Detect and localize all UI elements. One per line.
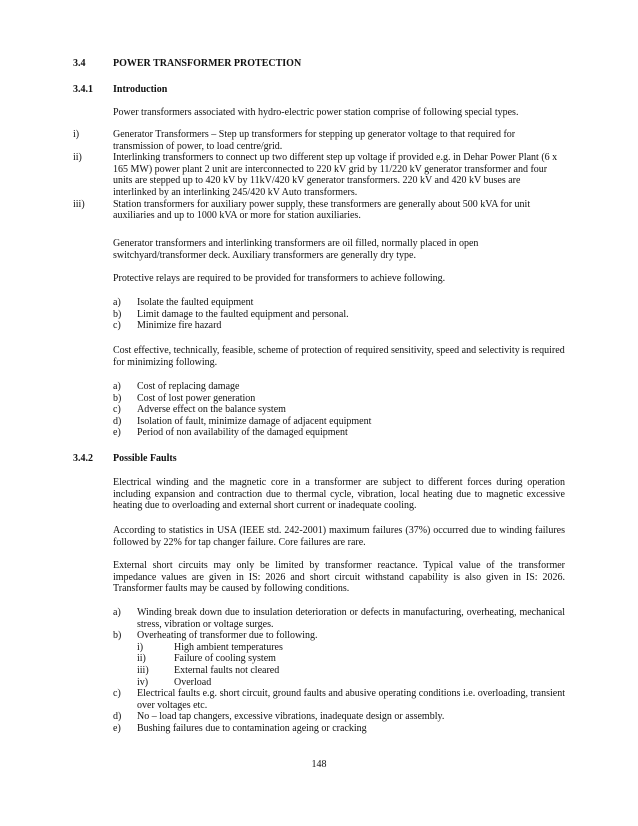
sub-list-text: External faults not cleared (174, 664, 280, 676)
list-item-text: No – load tap changers, excessive vibrations, inadequate design or assembly. (137, 711, 445, 723)
list-item-text: Cost of replacing damage (137, 381, 240, 392)
section-title: POWER TRANSFORMER PROTECTION (113, 58, 302, 69)
short-circuit-paragraph: External short circuits may only be limited by transformer reactance. Typical value of the transformer impedance values are given in IS: 2026 and short circuit withstand capability is also given in IS: 2026. Transformer faults may be caused by following conditions. (113, 560, 565, 595)
sub-list-marker: iv) (137, 676, 149, 688)
cost-items-list (113, 381, 565, 439)
page-number: 148 (311, 759, 327, 770)
list-item-text: Isolate the faulted equipment (137, 297, 254, 308)
subsection-number: 3.4.1 (73, 84, 93, 95)
list-item-text: Winding break down due to insulation deterioration or defects in manufacturing, overheating, mechanical stress, vibration or voltage surges. (137, 607, 565, 630)
list-marker: b) (113, 308, 122, 320)
list-marker: d) (113, 711, 122, 723)
list-item (113, 309, 565, 321)
relay-goals-list (113, 297, 565, 332)
list-item-text: Interlinking transformers to connect up two different step up voltage if provided e.g. in Dehar Power Plant (6 x 165 MW) power plant 2 unit are interconnected to 220 kV grid by 11/220 kV generator transformer and four units are stepped up to 420 kV by 11kV/420 kV generator transformers. 220 kV and 420 kV buses are interlinked by an interlinking 245/420 kV Auto transformers. (113, 152, 558, 198)
list-item-text: Period of non availability of the damaged equipment (137, 427, 348, 439)
list-item (113, 630, 565, 688)
list-marker: c) (113, 404, 121, 416)
sub-list-item (137, 642, 565, 654)
list-item (113, 297, 565, 309)
list-item (113, 607, 565, 630)
sub-list-text: High ambient temperatures (174, 641, 283, 653)
list-marker: a) (113, 607, 121, 618)
list-item-text: Bushing failures due to contamination ageing or cracking (137, 722, 367, 734)
list-item (73, 199, 565, 222)
list-item-text: Overheating of transformer due to following. (137, 630, 318, 642)
list-item (113, 393, 565, 405)
list-marker: a) (113, 297, 121, 308)
cost-effective-paragraph: Cost effective, technically, feasible, scheme of protection of required sensitivity, speed and selectivity is required for minimizing following. (113, 345, 565, 368)
list-item (113, 711, 565, 723)
sub-list-item (137, 653, 565, 665)
list-item (73, 129, 565, 152)
list-item-text: Minimize fire hazard (137, 320, 222, 332)
list-item-text: Station transformers for auxiliary power supply, these transformers are generally about 500 kVA for unit auxiliaries and up to 1000 kVA or more for station auxiliaries. (113, 198, 531, 222)
sub-list-text: Overload (174, 676, 212, 688)
sub-list-text: Failure of cooling system (174, 653, 276, 665)
oil-filled-paragraph: Generator transformers and interlinking transformers are oil filled, normally placed in open switchyard/transformer deck. Auxiliary transformers are generally dry type. (113, 238, 479, 261)
list-item (113, 427, 565, 439)
transformer-types-list (73, 129, 565, 222)
list-item-text: Generator Transformers – Step up transformers for stepping up generator voltage to that required for transmission of power, to load centre/grid. (113, 129, 516, 152)
list-marker: b) (113, 392, 122, 404)
list-item (113, 381, 565, 393)
list-item (113, 416, 565, 428)
list-item-text: Electrical faults e.g. short circuit, ground faults and abusive operating conditions i.e. overloading, transient over voltages etc. (137, 688, 565, 711)
subsection-title: Introduction (113, 84, 168, 95)
sub-list-marker: ii) (137, 653, 146, 665)
list-item (113, 320, 565, 332)
sub-list-item (137, 677, 565, 689)
list-marker: c) (113, 320, 121, 332)
list-marker: ii) (73, 152, 82, 164)
section-number: 3.4 (73, 58, 86, 69)
subsection-number: 3.4.2 (73, 453, 93, 464)
list-marker: b) (113, 630, 122, 642)
list-item-text: Adverse effect on the balance system (137, 404, 286, 416)
sub-list-marker: i) (137, 641, 144, 653)
list-item (113, 723, 565, 735)
list-item (73, 152, 565, 198)
intro-paragraph: Power transformers associated with hydro-electric power station comprise of following special types. (113, 107, 519, 118)
forces-paragraph: Electrical winding and the magnetic core in a transformer are subject to different forces during operation including expansion and contraction due to thermal cycle, vibration, local heating due to magnetic excessive heating due to overloading and external short current or inadequate cooling. (113, 477, 565, 512)
list-marker: a) (113, 381, 121, 392)
sub-list-marker: iii) (137, 664, 149, 676)
subsection-title: Possible Faults (113, 453, 177, 464)
protective-relays-paragraph: Protective relays are required to be provided for transformers to achieve following. (113, 273, 446, 284)
list-marker: d) (113, 415, 122, 427)
list-marker: iii) (73, 198, 85, 210)
list-item (113, 688, 565, 711)
statistics-paragraph: According to statistics in USA (IEEE std. 242-2001) maximum failures (37%) occurred due to winding failures followed by 22% for tap changer failure. Core failures are rare. (113, 525, 565, 548)
fault-causes-list (113, 607, 565, 735)
list-marker: e) (113, 722, 121, 734)
list-marker: e) (113, 427, 121, 439)
list-item-text: Limit damage to the faulted equipment and personal. (137, 308, 349, 320)
list-marker: i) (73, 129, 80, 140)
list-item (113, 404, 565, 416)
sub-list-item (137, 665, 565, 677)
list-item-text: Isolation of fault, minimize damage of adjacent equipment (137, 415, 372, 427)
list-marker: c) (113, 688, 121, 700)
list-item-text: Cost of lost power generation (137, 392, 256, 404)
